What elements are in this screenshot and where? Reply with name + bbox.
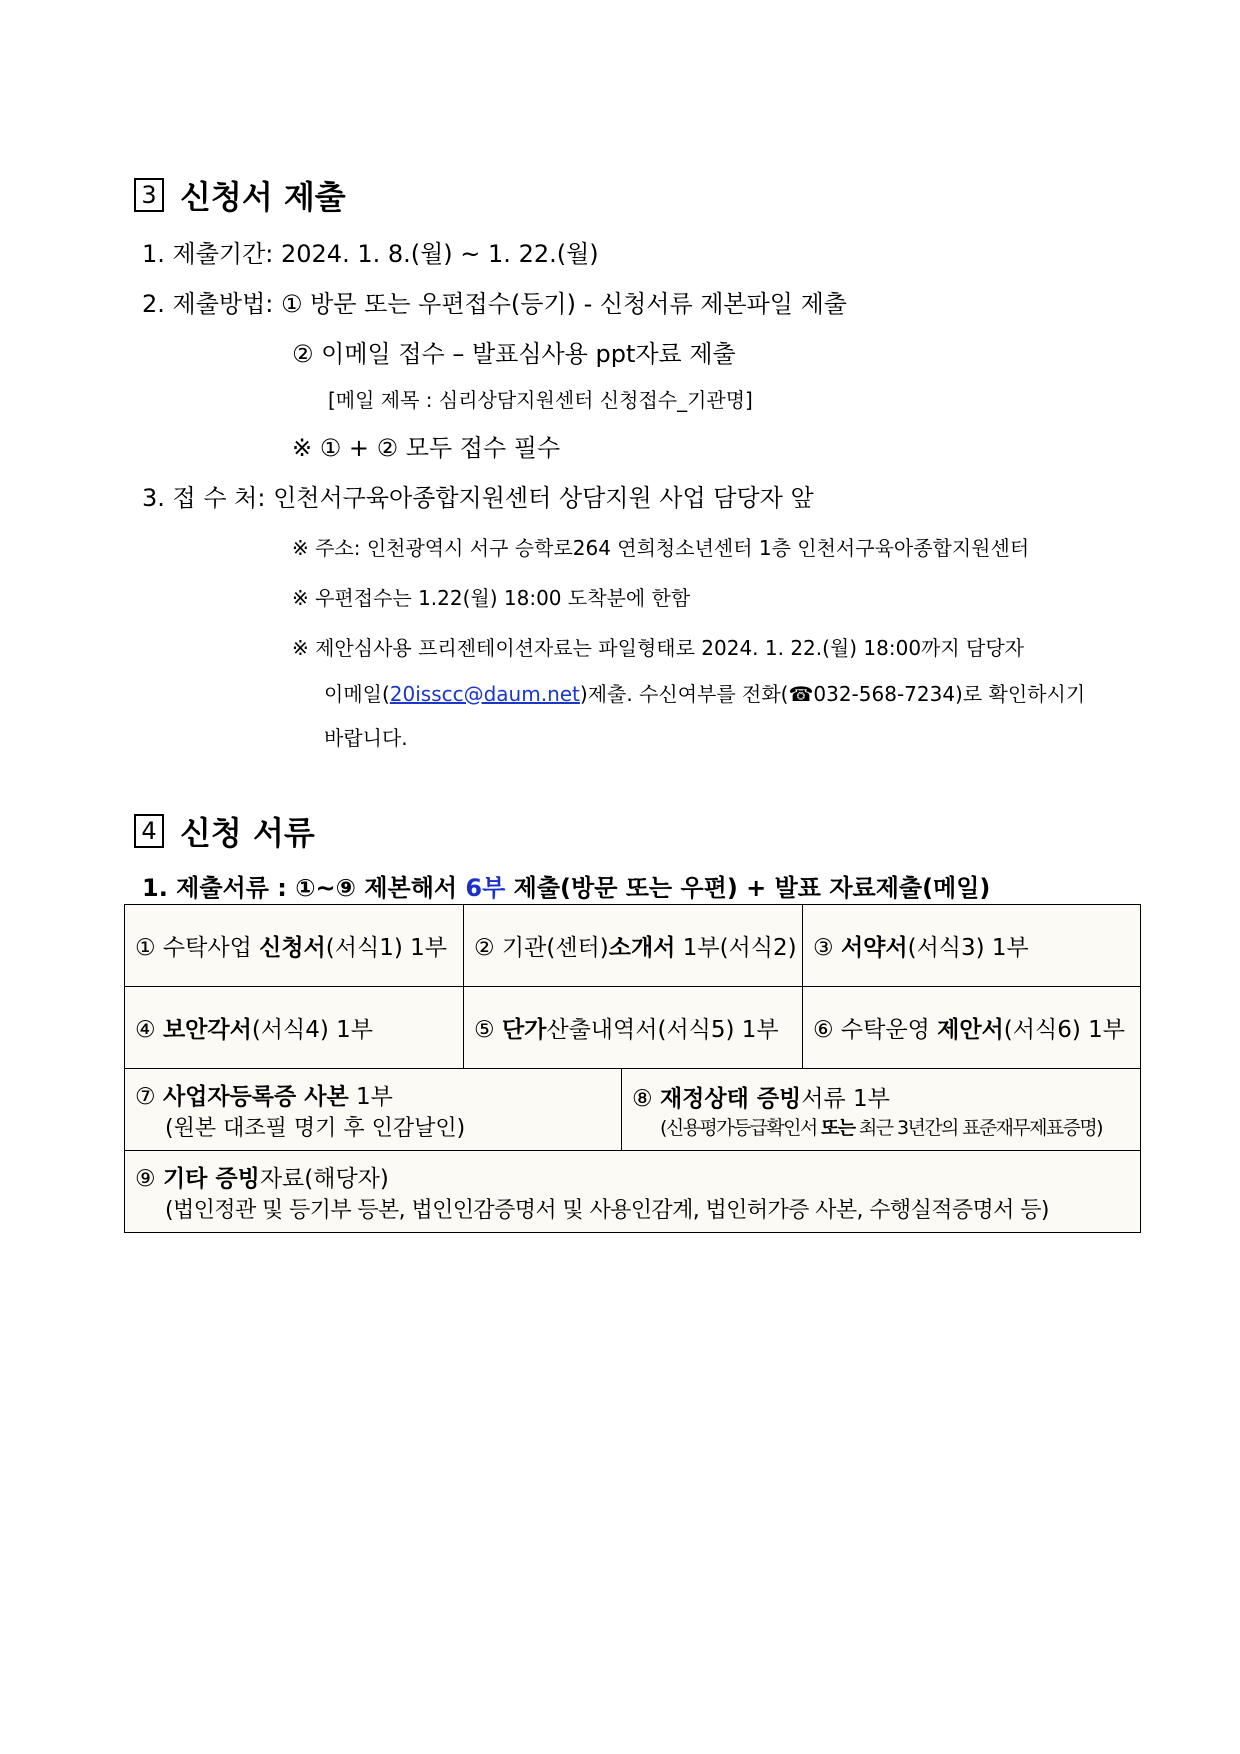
period-line bbox=[142, 234, 599, 269]
doc-1-bold: 신청서 bbox=[259, 935, 326, 961]
recipient-label: 3. 접 수 처: bbox=[142, 484, 266, 512]
table-row bbox=[125, 1151, 1141, 1233]
doc-1-post: (서식1) 1부 bbox=[325, 935, 447, 961]
intro-count: 6부 bbox=[465, 874, 506, 902]
section4-intro bbox=[142, 868, 990, 903]
doc-9-post: 자료(해당자) bbox=[259, 1165, 389, 1192]
doc-5-pre: ⑤ bbox=[474, 1017, 502, 1043]
method-line bbox=[142, 284, 847, 319]
mail-title-note: [메일 제목 : 심리상담지원센터 신청접수_기관명] bbox=[328, 388, 753, 412]
email-link[interactable]: 20isscc@daum.net bbox=[389, 682, 580, 706]
address-note: ※ 주소: 인천광역시 서구 승학로264 연희청소년센터 1층 인천서구육아종합지원센터 bbox=[292, 536, 1030, 560]
presentation-note-3: 바랍니다. bbox=[324, 726, 408, 750]
doc-7-sub: (원본 대조필 명기 후 인감날인) bbox=[165, 1115, 466, 1141]
both-required-note: ※ ① + ② 모두 접수 필수 bbox=[292, 434, 561, 462]
doc-4-pre: ④ bbox=[135, 1017, 163, 1043]
doc-cell-2 bbox=[464, 905, 803, 987]
doc-cell-4 bbox=[125, 987, 464, 1069]
presentation-note-1: ※ 제안심사용 프리젠테이션자료는 파일형태로 2024. 1. 22.(월) 18:00까지 담당자 bbox=[292, 636, 1025, 660]
doc-8-pre: ⑧ bbox=[632, 1085, 660, 1112]
section3-title: 신청서 제출 bbox=[180, 178, 346, 216]
doc-9-sub: (법인정관 및 등기부 등본, 법인인감증명서 및 사용인감계, 법인허가증 사본, 수행실적증명서 등) bbox=[165, 1197, 1049, 1223]
doc-8-sub-post: 최근 3년간의 표준재무제표증명) bbox=[854, 1116, 1102, 1139]
section4-number: 4 bbox=[134, 814, 164, 848]
doc-1-pre: ① 수탁사업 bbox=[135, 935, 260, 961]
doc-9-bold: 기타 증빙 bbox=[162, 1165, 260, 1192]
doc-3-pre: ③ bbox=[813, 935, 841, 961]
doc-7-post: 1부 bbox=[348, 1083, 393, 1110]
doc-5-bold: 단가 bbox=[501, 1017, 547, 1043]
postal-deadline-note: ※ 우편접수는 1.22(월) 18:00 도착분에 한함 bbox=[292, 586, 691, 610]
doc-8-post: 서류 1부 bbox=[801, 1085, 890, 1112]
intro-pre: 1. 제출서류 : ①~⑨ 제본해서 bbox=[142, 874, 466, 902]
period-label: 1. 제출기간: bbox=[142, 240, 274, 268]
intro-post: 제출(방문 또는 우편) + 발표 자료제출(메일) bbox=[505, 874, 991, 902]
section4-title: 신청 서류 bbox=[180, 814, 315, 852]
doc-cell-8 bbox=[622, 1069, 1141, 1151]
presentation-note-2-pre: 이메일( bbox=[324, 682, 390, 706]
table-row bbox=[125, 987, 1141, 1069]
doc-4-post: (서식4) 1부 bbox=[251, 1017, 373, 1043]
doc-cell-3 bbox=[803, 905, 1141, 987]
method-1: ① 방문 또는 우편접수(등기) - 신청서류 제본파일 제출 bbox=[281, 290, 847, 318]
doc-cell-5 bbox=[464, 987, 803, 1069]
recipient-value: 인천서구육아종합지원센터 상담지원 사업 담당자 앞 bbox=[273, 484, 814, 512]
doc-3-post: (서식3) 1부 bbox=[907, 935, 1029, 961]
doc-8-bold: 재정상태 증빙 bbox=[659, 1085, 802, 1112]
doc-8-sub-bold: 또는 bbox=[821, 1116, 855, 1139]
doc-9-pre: ⑨ bbox=[135, 1165, 163, 1192]
doc-cell-9 bbox=[125, 1151, 1141, 1233]
doc-cell-1 bbox=[125, 905, 464, 987]
doc-2-bold: 소개서 bbox=[608, 935, 676, 961]
method-2: ② 이메일 접수 – 발표심사용 ppt자료 제출 bbox=[292, 340, 736, 368]
presentation-note-2 bbox=[324, 678, 1085, 707]
doc-6-bold: 제안서 bbox=[937, 1017, 1004, 1043]
doc-2-post: 1부(서식2) bbox=[675, 935, 797, 961]
doc-8-sub bbox=[632, 1113, 1130, 1140]
recipient-line bbox=[142, 478, 814, 513]
doc-2-pre: ② 기관(센터) bbox=[474, 935, 609, 961]
doc-cell-6 bbox=[803, 987, 1141, 1069]
method-label: 2. 제출방법: bbox=[142, 290, 274, 318]
doc-3-bold: 서약서 bbox=[840, 935, 908, 961]
doc-4-bold: 보안각서 bbox=[162, 1017, 252, 1043]
section4-heading bbox=[134, 808, 315, 854]
section3-heading bbox=[134, 172, 346, 218]
doc-6-pre: ⑥ 수탁운영 bbox=[813, 1017, 938, 1043]
table-row bbox=[125, 1069, 1141, 1151]
doc-8-sub-pre: (신용평가등급확인서 bbox=[660, 1116, 822, 1139]
doc-cell-7 bbox=[125, 1069, 622, 1151]
table-row bbox=[125, 905, 1141, 987]
section3-number: 3 bbox=[134, 178, 164, 212]
doc-7-pre: ⑦ bbox=[135, 1083, 163, 1110]
doc-7-bold: 사업자등록증 사본 bbox=[162, 1083, 349, 1110]
doc-5-post: 산출내역서(서식5) 1부 bbox=[546, 1017, 779, 1043]
documents-table bbox=[124, 904, 1141, 1233]
period-value: 2024. 1. 8.(월) ~ 1. 22.(월) bbox=[281, 240, 599, 268]
presentation-note-2-post: )제출. 수신여부를 전화(☎032-568-7234)로 확인하시기 bbox=[579, 682, 1086, 706]
doc-6-post: (서식6) 1부 bbox=[1003, 1017, 1125, 1043]
